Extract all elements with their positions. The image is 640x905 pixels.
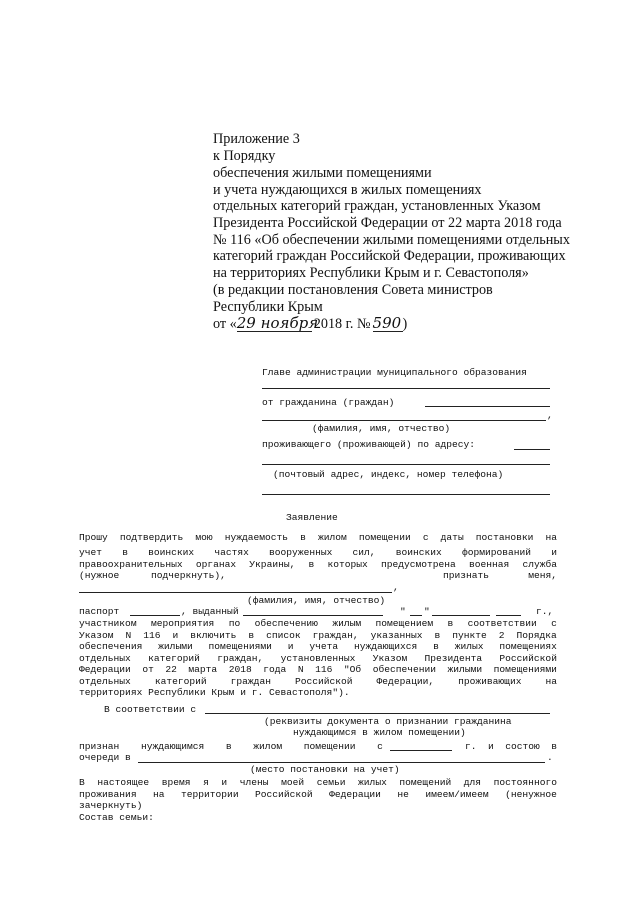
word: вооруженных: [269, 547, 333, 558]
body-line-12: [79, 777, 557, 788]
word: учета: [309, 641, 339, 652]
passport-number-line: [130, 615, 180, 616]
word: и: [487, 741, 494, 752]
addressee-name-line: [262, 388, 550, 389]
body-line-5: [79, 618, 557, 629]
word: Российской: [294, 676, 353, 687]
word: установленных: [280, 653, 356, 664]
body-line-13: [79, 789, 557, 800]
word: помещением: [375, 618, 434, 629]
word: Федерации,: [376, 676, 435, 687]
word: Российской: [255, 789, 313, 800]
appendix-line-11: Республики Крым: [213, 299, 323, 315]
word: и: [287, 641, 294, 652]
word: в: [248, 630, 255, 641]
word: мою: [195, 532, 213, 543]
word: 116: [315, 664, 333, 675]
word: Российской: [499, 653, 557, 664]
word: по: [228, 618, 241, 629]
body-line-9: [79, 664, 557, 675]
word: категорий: [154, 676, 207, 687]
word: обеспечению: [254, 618, 318, 629]
address-line-1: [514, 449, 550, 450]
accordance-label: В соответствии с: [104, 704, 197, 715]
body-line-6: [79, 630, 557, 641]
word: 116: [143, 630, 161, 641]
word: на: [545, 676, 557, 687]
word: Порядка: [516, 630, 557, 641]
word: мероприятия: [150, 618, 215, 629]
word: имеем/имеем: [425, 789, 489, 800]
word: настоящее: [97, 777, 150, 788]
word: даты: [440, 532, 464, 543]
handwritten-number: 590: [372, 314, 402, 332]
word: воинских: [148, 547, 195, 558]
issued-label: , выданный: [181, 606, 239, 617]
word: частях: [214, 547, 249, 558]
word: состою: [505, 741, 540, 752]
word: военная: [468, 559, 510, 570]
word: в: [551, 741, 557, 752]
quote-open: ": [400, 606, 406, 617]
word: Президента: [424, 653, 483, 664]
word: учет: [79, 547, 103, 558]
applicant-fio-line: [79, 592, 392, 593]
word: воинских: [395, 547, 442, 558]
issue-day-line: [410, 615, 422, 616]
word: предусмотрена: [380, 559, 456, 570]
word: территории: [181, 789, 239, 800]
word: года: [263, 664, 287, 675]
document-title: Заявление: [286, 512, 338, 523]
word: сил,: [352, 547, 376, 558]
word: В: [79, 777, 85, 788]
place-caption: (место постановки на учет): [250, 764, 400, 775]
word: признан: [79, 741, 120, 752]
word: отдельных: [79, 653, 131, 664]
word: подтвердить: [119, 532, 184, 543]
issue-year-line: [496, 615, 521, 616]
body-line-1: [79, 532, 557, 543]
word: участником: [79, 618, 137, 629]
appendix-line-4: и учета нуждающихся в жилых помещениях: [213, 182, 482, 198]
word: жилом: [318, 532, 347, 543]
passport-label: паспорт: [79, 606, 120, 617]
doc-caption-2: нуждающимся в жилом помещении): [293, 727, 466, 738]
appendix-line-9: на территориях Республики Крым и г. Севастополя»: [213, 265, 529, 281]
word: марта: [188, 664, 218, 675]
appendix-line-3: обеспечения жилыми помещениями: [213, 165, 432, 181]
body-line-2: [79, 547, 557, 558]
word: не: [397, 789, 409, 800]
word: помещениях: [499, 641, 557, 652]
body-fio-caption: (фамилия, имя, отчество): [247, 595, 386, 606]
word: пункте: [452, 630, 487, 641]
quote-close: ": [424, 606, 430, 617]
queue-place-line: [138, 762, 545, 763]
word: Федерации: [329, 789, 381, 800]
word: отдельных: [79, 676, 131, 687]
fio-caption: (фамилия, имя, отчество): [312, 423, 451, 434]
word: с: [422, 532, 429, 543]
word: проживающих: [458, 676, 522, 687]
queue-period: .: [547, 752, 553, 763]
word: нуждающимся: [140, 741, 205, 752]
addressee-from: от гражданина (граждан): [262, 397, 395, 408]
word: категорий: [148, 653, 200, 664]
word: в: [300, 532, 306, 543]
word: 2: [498, 630, 505, 641]
since-tail: [465, 741, 557, 752]
word: в: [434, 630, 441, 641]
word: соответствии: [467, 618, 537, 629]
word: жилых: [454, 641, 484, 652]
word: включить: [190, 630, 237, 641]
word: правоохранительных: [79, 559, 183, 570]
recognized-line: [79, 741, 383, 752]
word: моей: [281, 777, 305, 788]
word: жилыми: [447, 664, 483, 675]
word: обеспечения: [79, 641, 143, 652]
addressee-comma: ,: [547, 410, 553, 421]
word: и: [221, 777, 228, 788]
word: на: [545, 532, 557, 543]
date-prefix: от «: [213, 316, 237, 332]
appendix-line-7: № 116 «Об обеспечении жилыми помещениями отдельных: [213, 232, 570, 248]
word: и: [551, 547, 557, 558]
word: жилым: [332, 618, 362, 629]
address-caption: (почтовый адрес, индекс, номер телефона): [273, 469, 504, 480]
word: с: [377, 741, 383, 752]
word: в: [308, 559, 315, 570]
residence-label: проживающего (проживающей) по адресу:: [262, 439, 476, 450]
word: которых: [327, 559, 368, 570]
applicant-name-line-2: [262, 420, 546, 421]
word: нуждаемость: [224, 532, 289, 543]
word: проживания: [79, 789, 137, 800]
body-line-8: [79, 653, 557, 664]
word: N: [125, 630, 132, 641]
address-line-2: [262, 464, 550, 465]
appendix-line-6: Президента Российской Федерации от 22 марта 2018 года: [213, 215, 562, 231]
word: помещении: [303, 741, 356, 752]
body-line-11: территориях Республики Крым и г. Севастополя").: [79, 687, 350, 698]
word: время: [161, 777, 191, 788]
word: помещениями: [208, 641, 272, 652]
word: постановки: [475, 532, 534, 543]
body-line-14: зачеркнуть): [79, 800, 143, 811]
addressee-to: Главе администрации муниципального образования: [262, 367, 527, 378]
appendix-line-2: к Порядку: [213, 148, 276, 164]
word: от: [142, 664, 154, 675]
word: Указом: [79, 630, 114, 641]
word: граждан,: [312, 630, 359, 641]
date-suffix: 2018 г. №: [313, 316, 371, 332]
word: помещении: [358, 532, 411, 543]
recognized-date-line: [390, 750, 452, 751]
fio-comma: ,: [393, 582, 399, 593]
body-line-7: [79, 641, 557, 652]
address-line-3: [262, 494, 550, 495]
doc-caption-1: (реквизиты документа о признании гражданина: [264, 716, 512, 727]
word: (ненужное: [505, 789, 557, 800]
word: помещениями: [493, 664, 557, 675]
word: с: [551, 618, 557, 629]
appendix-line-5: отдельных категорий граждан, установленных Указом: [213, 198, 541, 214]
word: 2018: [228, 664, 252, 675]
word: помещений: [399, 777, 452, 788]
word: и: [172, 630, 179, 641]
handwritten-date: 29 ноября: [236, 314, 319, 332]
issued-by-line: [243, 615, 383, 616]
appendix-line-10: (в редакции постановления Совета министров: [213, 282, 493, 298]
word: "Об: [343, 664, 362, 675]
word: в: [447, 618, 454, 629]
body-line-3: [79, 559, 557, 570]
word: в: [225, 741, 232, 752]
word: 22: [165, 664, 177, 675]
word: служба: [522, 559, 557, 570]
word: формирований: [461, 547, 532, 558]
date-close: ): [402, 316, 408, 332]
word: члены: [239, 777, 269, 788]
word: список: [266, 630, 301, 641]
word: Прошу: [79, 532, 108, 543]
word: г.: [465, 741, 477, 752]
appendix-line-8: категорий граждан Российской Федерации, проживающих: [213, 248, 566, 264]
word: Федерации: [79, 664, 131, 675]
appendix-date-line: [213, 315, 407, 332]
word: указанных: [370, 630, 423, 641]
body-line-10: [79, 676, 557, 687]
appendix-line-1: Приложение 3: [213, 131, 300, 147]
word: семьи: [316, 777, 346, 788]
word: обеспечении: [372, 664, 437, 675]
queue-label: очереди в: [79, 752, 131, 763]
word: органах: [195, 559, 237, 570]
document-requisites-line: [205, 713, 550, 714]
word: в: [122, 547, 128, 558]
year-suffix: г.,: [536, 606, 554, 617]
word: нуждающихся: [353, 641, 418, 652]
word: в: [433, 641, 439, 652]
word: постоянного: [493, 777, 557, 788]
word: N: [297, 664, 304, 675]
word: жилыми: [158, 641, 193, 652]
word: Украины,: [249, 559, 296, 570]
word: на: [153, 789, 165, 800]
word: граждан: [230, 676, 271, 687]
family-composition-label: Состав семьи:: [79, 812, 154, 823]
word: граждан,: [217, 653, 264, 664]
word: Указом: [372, 653, 408, 664]
issue-month-line: [432, 615, 490, 616]
word: для: [463, 777, 482, 788]
word: жилых: [358, 777, 387, 788]
applicant-name-line-1: [425, 406, 550, 407]
word: я: [203, 777, 209, 788]
word: жилом: [253, 741, 283, 752]
